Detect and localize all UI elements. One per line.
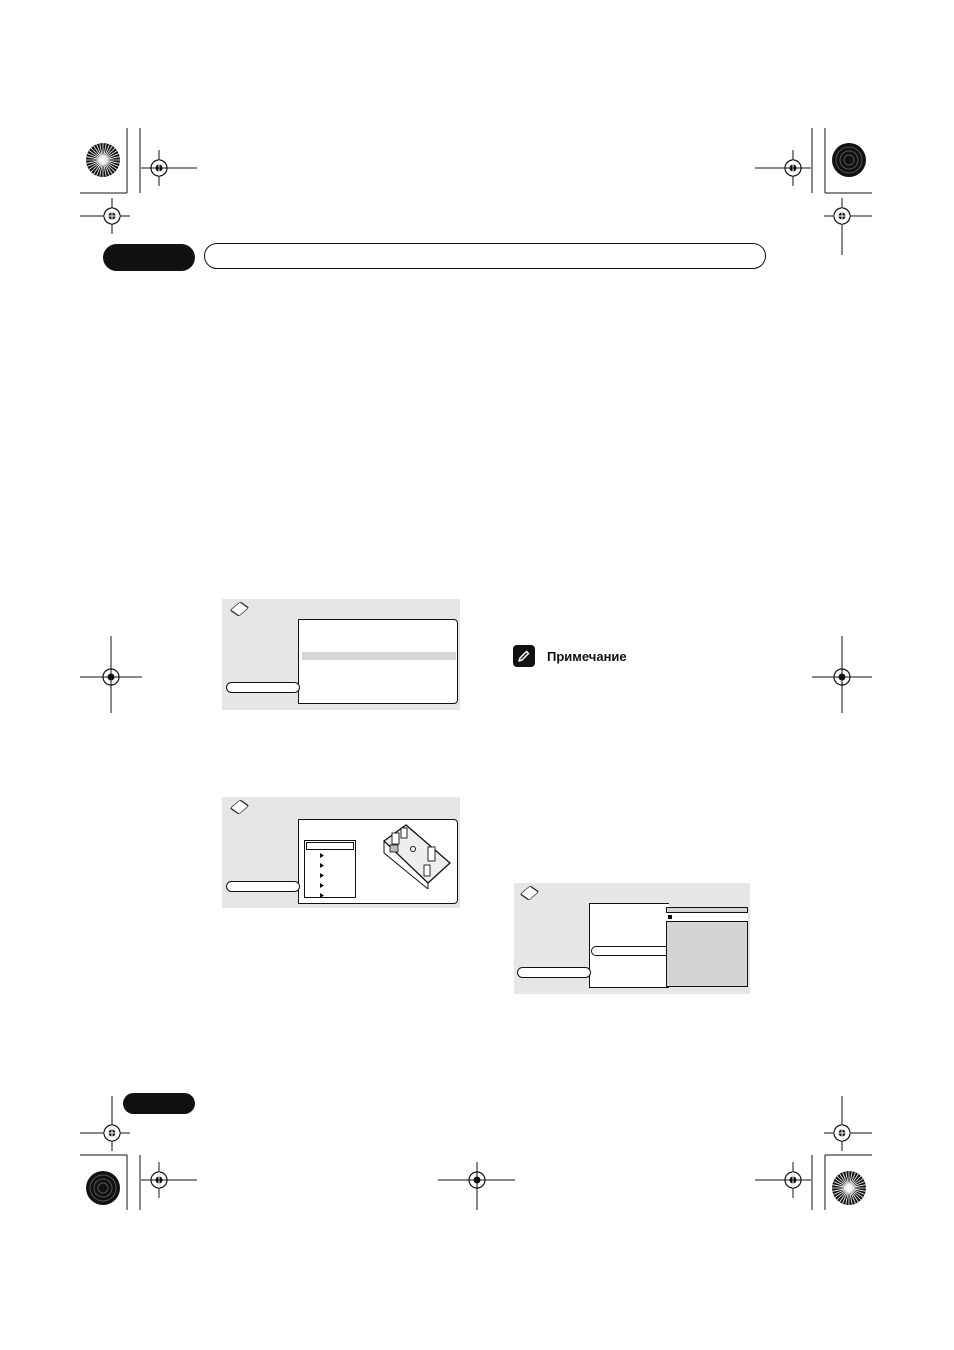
osd-screen-speaker-setup bbox=[222, 797, 460, 908]
pencil-icon bbox=[513, 645, 535, 667]
room-speaker-diagram-icon bbox=[378, 819, 458, 889]
osd-screen-setup-menu bbox=[222, 599, 460, 710]
osd-screen-options-menu bbox=[514, 883, 750, 994]
menu-tab-selected bbox=[517, 967, 591, 978]
disc-icon bbox=[230, 799, 250, 814]
selected-marker-icon bbox=[668, 915, 672, 919]
disc-icon bbox=[230, 601, 250, 616]
note-title: Примечание bbox=[547, 648, 627, 664]
menu-panel bbox=[298, 619, 458, 704]
menu-tab-selected bbox=[226, 881, 300, 892]
disc-icon bbox=[520, 885, 540, 900]
menu-tab-selected bbox=[226, 682, 300, 693]
option-selected bbox=[666, 912, 748, 922]
menu-item-highlight bbox=[302, 652, 456, 660]
note-heading bbox=[513, 645, 627, 667]
chapter-title-bar bbox=[204, 243, 766, 269]
submenu-item-selected bbox=[591, 946, 669, 956]
speaker-arrow-icons bbox=[318, 851, 328, 901]
speaker-list-selected bbox=[306, 842, 354, 850]
chapter-number-tab bbox=[103, 244, 195, 271]
page-number-tab bbox=[123, 1093, 195, 1114]
